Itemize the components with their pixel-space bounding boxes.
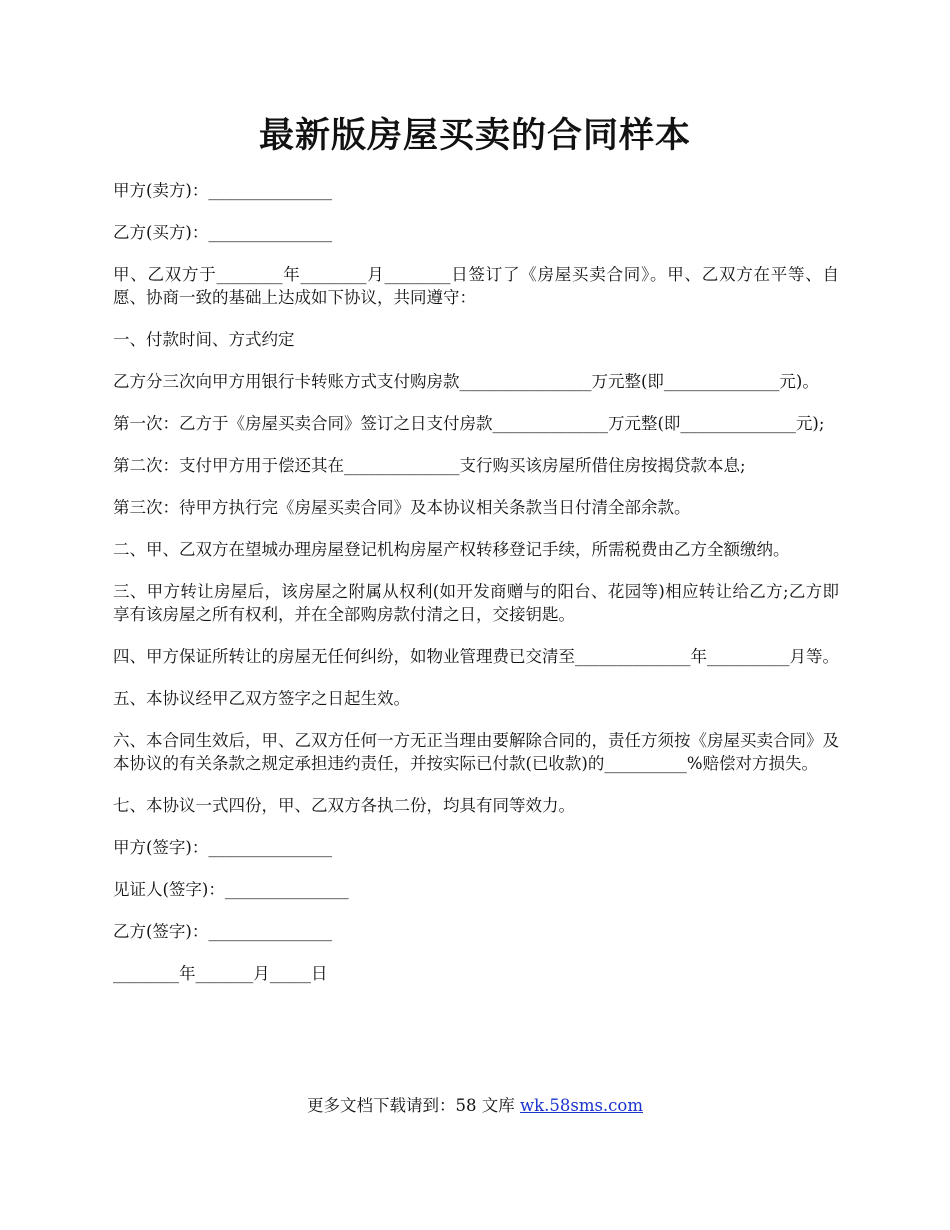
section-3-paragraph: 三、甲方转让房屋后，该房屋之附属从权利(如开发商赠与的阳台、花园等)相应转让给乙方;乙方即享有该房屋之所有权利，并在全部购房款付清之日，交接钥匙。 (113, 582, 839, 624)
first-payment-paragraph: 第一次：乙方于《房屋买卖合同》签订之日支付房款______________万元整(即______________元); (113, 414, 825, 433)
date-line: ________年_______月_____日 (113, 964, 328, 983)
section-7-paragraph: 七、本协议一式四份，甲、乙双方各执二份，均具有同等效力。 (113, 796, 575, 815)
party-b-buyer-line: 乙方(买方)：_______________ (113, 223, 333, 242)
section-6-paragraph: 六、本合同生效后，甲、乙双方任何一方无正当理由要解除合同的，责任方须按《房屋买卖合同》及本协议的有关条款之规定承担违约责任，并按实际已付款(已收款)的__________%赔偿对方损失。 (113, 731, 839, 773)
section-5-paragraph: 五、本协议经甲乙双方签字之日起生效。 (113, 689, 410, 708)
intro-paragraph: 甲、乙双方于________年________月________日签订了《房屋买卖合同》。甲、乙双方在平等、自愿、协商一致的基础上达成如下协议，共同遵守： (113, 265, 839, 307)
section-2-paragraph: 二、甲、乙双方在望城办理房屋登记机构房屋产权转移登记手续，所需税费由乙方全额缴纳。 (113, 540, 790, 559)
section-1-heading: 一、付款时间、方式约定 (113, 330, 295, 349)
third-payment-paragraph: 第三次：待甲方执行完《房屋买卖合同》及本协议相关条款当日付清全部余款。 (113, 498, 691, 517)
document-title: 最新版房屋买卖的合同样本 (258, 115, 691, 156)
payment-paragraph: 乙方分三次向甲方用银行卡转账方式支付购房款________________万元整(即______________元)。 (113, 372, 819, 391)
footer-link[interactable]: wk.58sms.com (519, 1096, 643, 1115)
footer-text: 更多文档下载请到：58 文库 (306, 1096, 520, 1115)
document-body (113, 179, 839, 1004)
witness-signature-line: 见证人(签字)：_______________ (113, 880, 349, 899)
party-a-signature-line: 甲方(签字)：_______________ (113, 838, 333, 857)
second-payment-paragraph: 第二次：支付甲方用于偿还其在______________支行购买该房屋所借住房按揭贷款本息; (113, 456, 746, 475)
section-4-paragraph: 四、甲方保证所转让的房屋无任何纠纷，如物业管理费已交清至______________年__________月等。 (113, 647, 839, 666)
page-footer (0, 1094, 950, 1118)
party-a-seller-line: 甲方(卖方)：_______________ (113, 181, 333, 200)
party-b-signature-line: 乙方(签字)：_______________ (113, 922, 333, 941)
